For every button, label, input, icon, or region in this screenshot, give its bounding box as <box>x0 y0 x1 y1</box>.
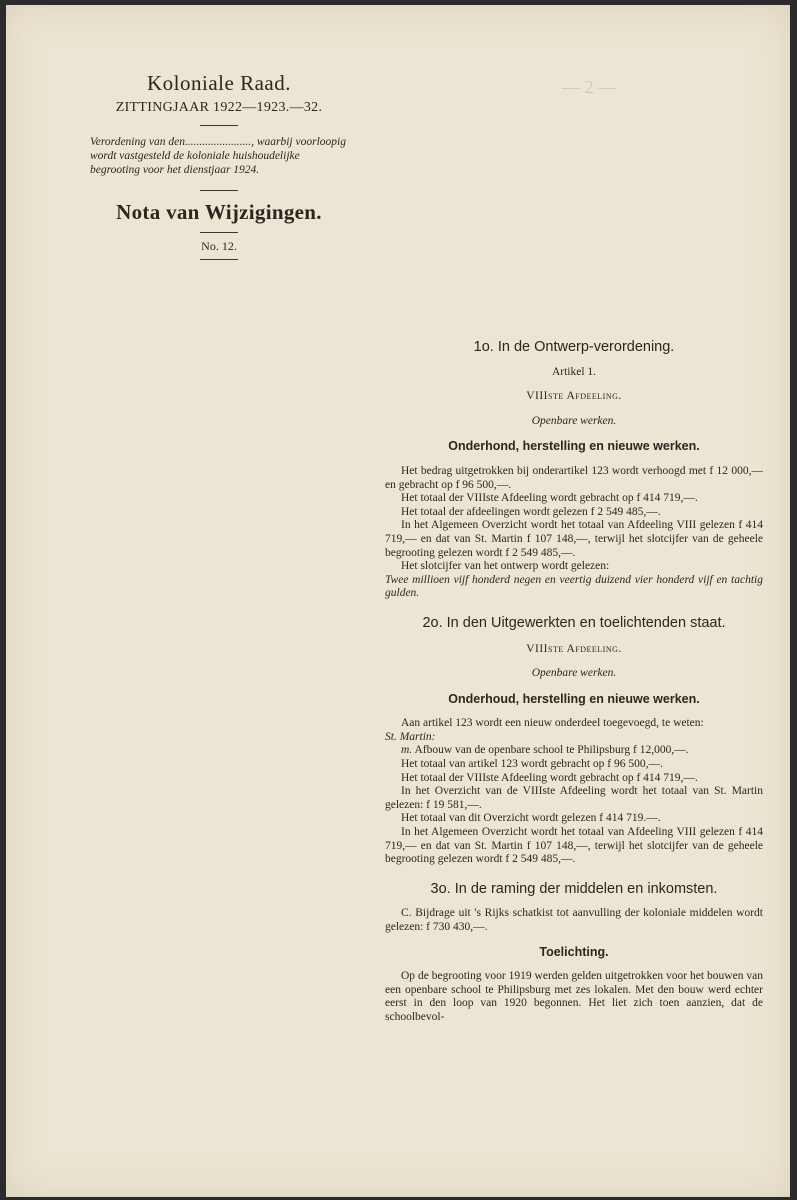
section-2-item <box>385 744 763 758</box>
section-2-paragraph: Het totaal van dit Overzicht wordt gelezen f 414 719.—. <box>401 812 661 825</box>
divider <box>200 190 238 191</box>
section-2-paragraph: Het totaal van artikel 123 wordt gebracht op f 96 500,—. <box>401 758 663 771</box>
section-2-paragraph: In het Algemeen Overzicht wordt het totaal van Afdeeling VIII gelezen f 414 719,— en dat van St. Martin f 107 148,—, terwijl het slotcijfer van de geheele begrooting gelezen wordt f 2 549 485,—. <box>385 826 763 866</box>
section-1-amount-words: Twee millioen vijf honderd negen en veertig duizend vier honderd vijf en tachtig gulden. <box>385 573 763 600</box>
section-1-paragraph: Het bedrag uitgetrokken bij onderartikel 123 wordt verhoogd met f 12 000,— en gebracht op f 96 500,—. <box>385 464 763 491</box>
session-title: ZITTINGJAAR 1922—1923.—32. <box>115 100 323 115</box>
document-page <box>6 5 790 1197</box>
council-title: Koloniale Raad. <box>147 71 291 95</box>
section-1-subheading: Onderhond, herstelling en nieuwe werken. <box>448 439 700 454</box>
section-3-paragraph: C. Bijdrage uit 's Rijks schatkist tot aanvulling der koloniale middelen wordt gelezen: f 730 430,—. <box>385 907 763 933</box>
document-number: No. 12. <box>201 239 237 253</box>
item-letter: m. <box>401 744 413 757</box>
section-1-paragraph: In het Algemeen Overzicht wordt het totaal van Afdeeling VIII gelezen f 414 719,— en dat van St. Martin f 107 148,—, terwijl het slotcijfer van de geheele begrooting gelezen wordt f 2 549 485,—. <box>385 519 763 559</box>
section-1-paragraph: Het totaal der afdeelingen wordt gelezen f 2 549 485,—. <box>401 505 661 518</box>
header-block <box>90 71 348 269</box>
ordinance-description: Verordening van den......................., waarbij voorloopig wordt vastgesteld de koloniale huishoudelijke begrooting voor het dienstjaar 1924. <box>90 136 346 176</box>
divider <box>200 125 238 126</box>
section-2-heading: 2o. In den Uitgewerkten en toelichtenden staat. <box>422 614 726 631</box>
section-2-paragraph: Aan artikel 123 wordt een nieuw onderdeel toegevoegd, te weten: <box>401 717 704 730</box>
section-1-paragraph: Het totaal der VIIIste Afdeeling wordt gebracht op f 414 719,—. <box>401 492 698 505</box>
section-1-division: VIIIste Afdeeling. <box>526 390 622 403</box>
section-1-heading: 1o. In de Ontwerp-verordening. <box>473 339 675 355</box>
section-2-division: VIIIste Afdeeling. <box>526 642 622 655</box>
document-title: Nota van Wijzigingen. <box>116 200 322 224</box>
section-3-paragraph: Op de begrooting voor 1919 werden gelden uitgetrokken voor het bouwen van een openbare school te Philipsburg met zes lokalen. Met den bouw werd echter eerst in den loop van 1920 begonnen. Het liet zich toen aanzien, dat de schoolbevol- <box>385 970 763 1023</box>
bleed-through-page-number: — 2 — <box>562 77 616 97</box>
divider <box>200 259 238 260</box>
section-1-article: Artikel 1. <box>551 365 597 378</box>
divider <box>200 232 238 233</box>
section-3-subheading: Toelichting. <box>539 944 609 959</box>
item-text: Afbouw van de openbare school te Philipsburg f 12,000,—. <box>414 744 689 757</box>
section-2-place: St. Martin: <box>385 730 436 743</box>
section-1-category: Openbare werken. <box>531 414 617 427</box>
section-1-paragraph: Het slotcijfer van het ontwerp wordt gelezen: <box>401 560 610 573</box>
section-3-heading: 3o. In de raming der middelen en inkomsten. <box>430 880 718 897</box>
section-2-paragraph: In het Overzicht van de VIIIste Afdeeling wordt het totaal van St. Martin gelezen: f 19 581,—. <box>385 785 763 811</box>
section-2-category: Openbare werken. <box>531 667 617 680</box>
section-2-subheading: Onderhoud, herstelling en nieuwe werken. <box>448 691 700 706</box>
section-2-paragraph: Het totaal der VIIIste Afdeeling wordt gebracht op f 414 719,—. <box>401 771 698 784</box>
body-column <box>385 337 763 1025</box>
